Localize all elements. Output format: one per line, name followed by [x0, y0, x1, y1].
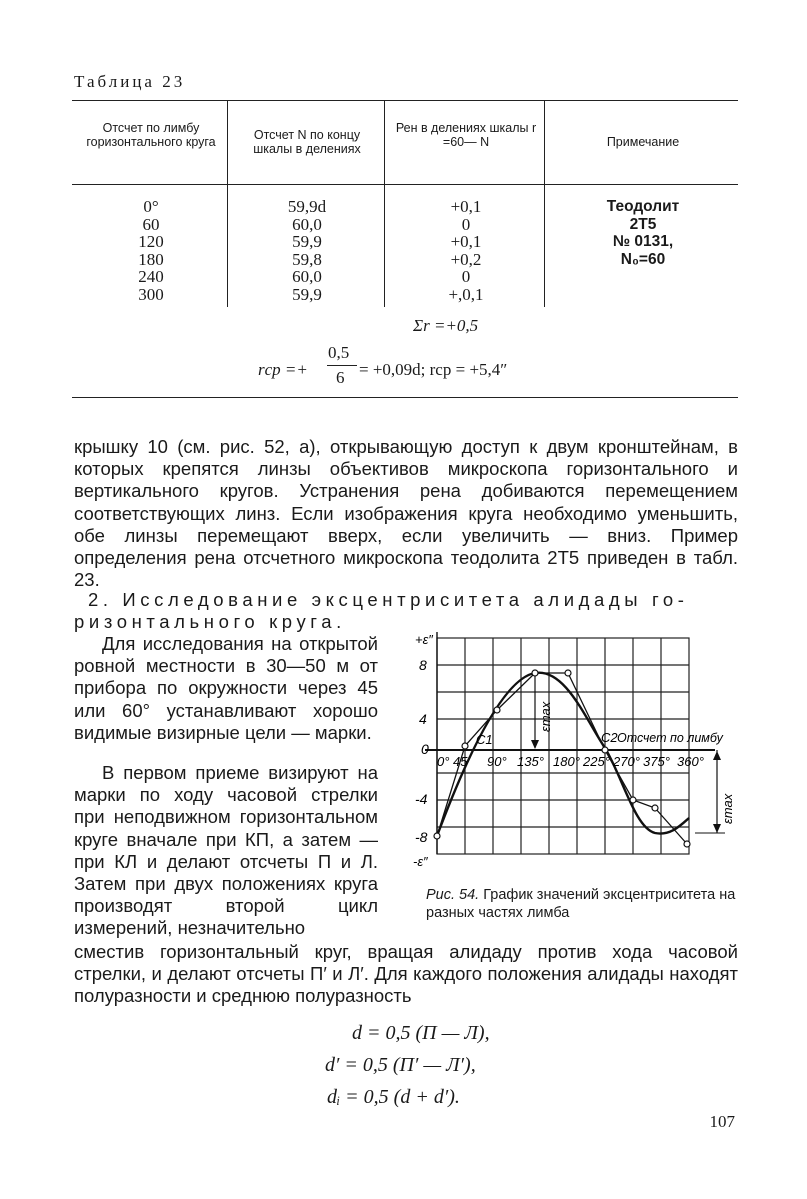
emax-right-arrowhead-bottom	[713, 824, 721, 833]
table-vline-2	[384, 101, 385, 307]
reading-note: Отсчет по лимбу	[617, 731, 723, 745]
table-col-limb: 0° 60 120 180 240 300	[138, 197, 164, 304]
table-caption: Таблица 23	[74, 72, 186, 91]
figure-caption-text: График значений эксцентриситета на разных частях лимба	[426, 887, 736, 921]
point-c1-label: C1	[476, 732, 493, 747]
mean-numerator: 0,5	[328, 343, 350, 362]
x-tick: 180°	[553, 754, 580, 769]
table-header-ren: Рен в делениях шкалы r =60— N	[395, 121, 537, 149]
data-point	[630, 797, 636, 803]
data-point	[462, 743, 468, 749]
paragraph-1: крышку 10 (см. рис. 52, а), открывающую доступ к двум кронштейнам, в которых крепятся линзы объективов микроскопа горизонтального и вертикального кругов. Устранения рена добиваются перемещением соответствующих линз. Если изображения круга необходимо уменьшить, обе линзы перемещают вверх, если увеличить — вниз. Пример определения рена отсчетного микроскопа теодолита 2Т5 приведен в табл. 23.	[74, 436, 738, 591]
note-line: 2Т5	[629, 215, 657, 233]
x-tick: 375°	[643, 754, 670, 769]
figure-caption	[426, 886, 740, 922]
data-point	[652, 805, 658, 811]
figure-caption-number: Рис. 54.	[426, 887, 480, 903]
x-tick: 225°	[583, 754, 610, 769]
table-header-limb: Отсчет по лимбу горизонтального круга	[86, 121, 216, 149]
equation-1: d = 0,5 (П — Л),	[352, 1022, 490, 1044]
emax-label-inner: εmax	[538, 701, 553, 732]
mean-denominator: 6	[336, 368, 345, 387]
y-tick: 0	[421, 741, 429, 757]
x-tick: 90°	[487, 754, 507, 769]
table-vline-1	[227, 101, 228, 307]
table-sum: Σr =+0,5	[413, 316, 479, 335]
data-point	[434, 833, 440, 839]
y-tick: 4	[419, 711, 427, 727]
data-point	[532, 670, 538, 676]
y-tick: -4	[415, 791, 428, 807]
x-tick: 360°	[677, 754, 704, 769]
table-note	[548, 198, 738, 268]
table-header-reading: Отсчет N по концу шкалы в делениях	[253, 128, 361, 156]
table-col-ren: +0,1 0 +0,1 +0,2 0 +,0,1	[448, 197, 484, 304]
section-heading-line1: 2. Исследование эксцентриситета алидады го-	[88, 589, 689, 610]
y-tick: 8	[419, 657, 427, 673]
table-bottom-rule	[72, 397, 738, 398]
data-point	[494, 707, 500, 713]
x-tick: 270°	[613, 754, 640, 769]
emax-arrowhead	[531, 740, 539, 749]
mean-left: rср =+	[258, 360, 308, 379]
note-line: № 0131,	[612, 233, 674, 251]
page-number: 107	[709, 1112, 735, 1131]
x-tick: 135°	[517, 754, 544, 769]
table-header-rule	[72, 184, 738, 185]
note-line: N₀=60	[620, 250, 666, 268]
data-point	[565, 670, 571, 676]
paragraph-2: Для исследования на открытой ровной местности в 30—50 м от прибора по окружности через 45 или 60° устанавливают хорошо видимые визирные цели — марки.	[74, 633, 378, 743]
fraction-bar	[327, 365, 357, 366]
x-tick: 0°	[437, 754, 450, 769]
table-vline-3	[544, 101, 545, 307]
table-header-note: Примечание	[606, 135, 680, 149]
section-heading-line2: ризонтального круга.	[74, 611, 346, 632]
data-point	[602, 747, 608, 753]
eccentricity-graph	[395, 628, 740, 878]
mean-right: = +0,09d; rср = +5,4″	[359, 360, 508, 379]
note-line: Теодолит	[606, 198, 680, 215]
table-top-rule	[72, 100, 738, 101]
equation-2: d′ = 0,5 (П′ — Л′),	[325, 1054, 476, 1076]
emax-right-arrowhead-top	[713, 751, 721, 760]
point-c2-label: C2	[601, 730, 618, 745]
table-col-reading: 59,9d 60,0 59,9 59,8 60,0 59,9	[287, 197, 327, 304]
y-bottom-label: -ε″	[413, 854, 428, 869]
paragraph-4: сместив горизонтальный круг, вращая алидаду против хода часовой стрелки, и делают отсчеты П′ и Л′. Для каждого положения алидады находят полуразности и среднюю полуразность	[74, 941, 738, 1007]
x-tick: 45	[453, 754, 468, 769]
paragraph-3: В первом приеме визируют на марки по ходу часовой стрелки при неподвижном горизонтальном круге вначале при КП, а затем — при КЛ и делают отсчеты П и Л. Затем при двух положениях круга производят второй цикл измерений, незначительно	[74, 762, 378, 939]
emax-label-right: εmax	[720, 793, 735, 824]
y-tick: -8	[415, 829, 428, 845]
y-top-label: +ε″	[415, 632, 433, 647]
equation-3: dᵢ = 0,5 (d + d′).	[327, 1086, 460, 1108]
data-point	[684, 841, 690, 847]
